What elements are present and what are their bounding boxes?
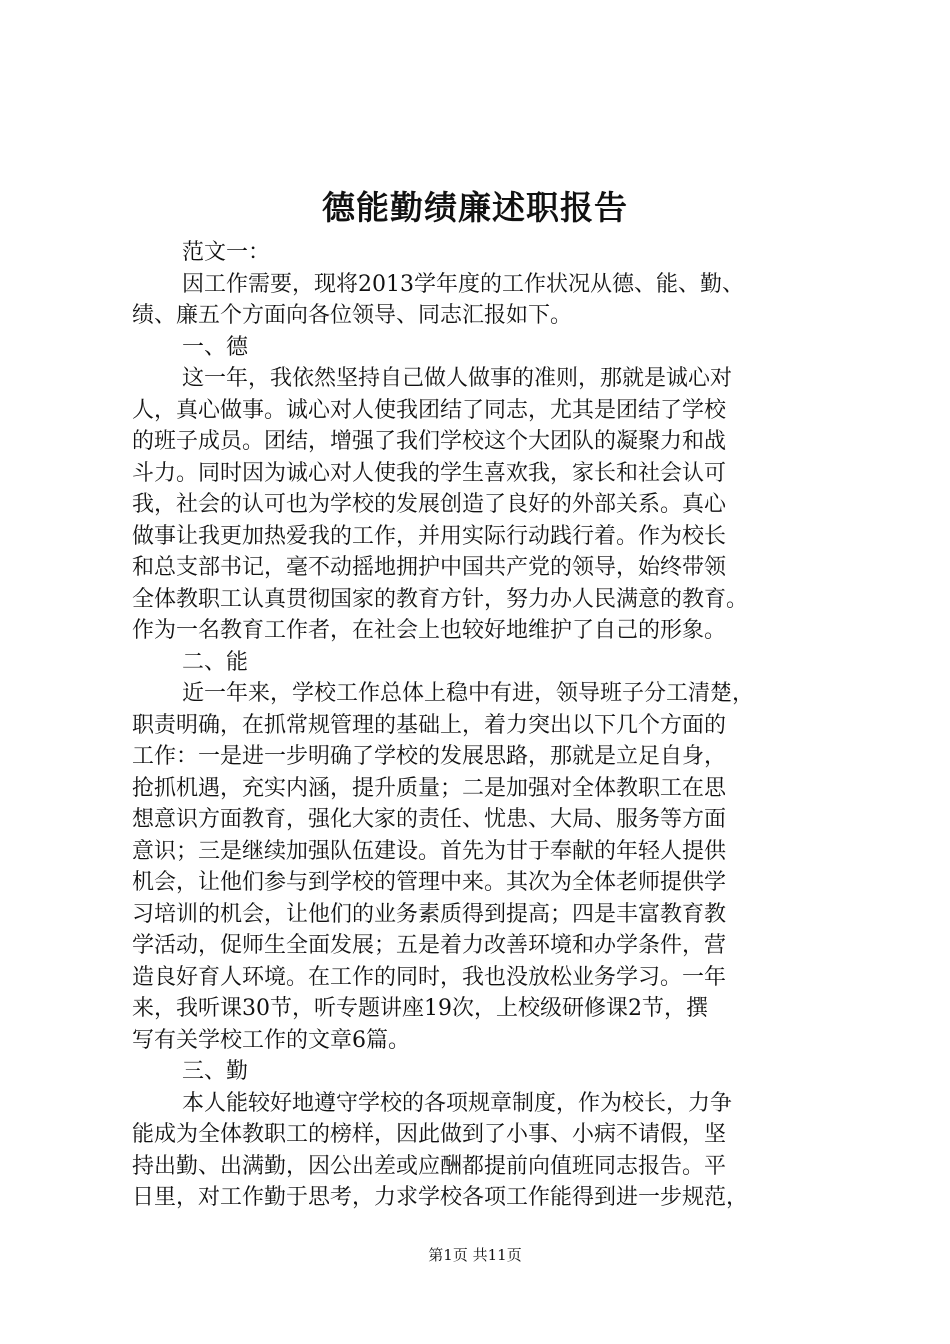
- body-line: 习培训的机会，让他们的业务素质得到提高；四是丰富教育教: [132, 901, 727, 927]
- body-line: 日里，对工作勤于思考，力求学校各项工作能得到进一步规范，: [132, 1185, 749, 1210]
- body-line: 绩、廉五个方面向各位领导、同志汇报如下。: [132, 303, 573, 328]
- body-line: 近一年来，学校工作总体上稳中有进，领导班子分工清楚，: [182, 681, 755, 706]
- body-line: 斗力。同时因为诚心对人使我的学生喜欢我，家长和社会认可: [132, 460, 727, 486]
- body-line: 想意识方面教育，强化大家的责任、忧患、大局、服务等方面: [132, 807, 727, 832]
- body-line: 意识；三是继续加强队伍建设。首先为甘于奉献的年轻人提供: [132, 838, 727, 864]
- body-line: 的班子成员。团结，增强了我们学校这个大团队的凝聚力和战: [132, 429, 727, 454]
- body-line: 写有关学校工作的文章6篇。: [132, 1027, 410, 1053]
- body-line: 我，社会的认可也为学校的发展创造了良好的外部关系。真心: [132, 492, 727, 517]
- body-line: 持出勤、出满勤，因公出差或应酬都提前向值班同志报告。平: [132, 1153, 727, 1179]
- section-heading: 二、能: [182, 649, 249, 675]
- body-line: 造良好育人环境。在工作的同时，我也没放松业务学习。一年: [132, 964, 727, 990]
- document-body: [132, 237, 857, 1214]
- body-line: 范文一：: [182, 240, 271, 265]
- section-heading: 三、勤: [182, 1059, 249, 1084]
- body-line: 和总支部书记，毫不动摇地拥护中国共产党的领导，始终带领: [132, 555, 727, 580]
- body-line: 这一年，我依然坚持自己做人做事的准则，那就是诚心对: [182, 366, 733, 391]
- body-line: 学活动，促师生全面发展；五是着力改善环境和办学条件，营: [132, 933, 727, 958]
- body-line: 职责明确，在抓常规管理的基础上，着力突出以下几个方面的: [132, 712, 727, 738]
- body-line: 因工作需要，现将2013学年度的工作状况从德、能、勤、: [182, 271, 744, 297]
- body-line: 全体教职工认真贯彻国家的教育方针，努力办人民满意的教育。: [132, 586, 749, 612]
- body-line: 能成为全体教职工的榜样，因此做到了小事、小病不请假，坚: [132, 1122, 727, 1147]
- body-line: 人，真心做事。诚心对人使我团结了同志，尤其是团结了学校: [132, 397, 727, 423]
- body-line: 作为一名教育工作者，在社会上也较好地维护了自己的形象。: [132, 618, 727, 643]
- section-heading: 一、德: [182, 334, 249, 360]
- body-line: 做事让我更加热爱我的工作，并用实际行动践行着。作为校长: [132, 523, 727, 549]
- body-line: 来，我听课30节，听专题讲座19次，上校级研修课2节，撰: [132, 996, 708, 1021]
- body-line: 机会，让他们参与到学校的管理中来。其次为全体老师提供学: [132, 870, 727, 895]
- body-line: 抢抓机遇，充实内涵，提升质量；二是加强对全体教职工在思: [132, 775, 727, 801]
- body-line: 本人能较好地遵守学校的各项规章制度，作为校长，力争: [182, 1090, 733, 1116]
- document-title: 德能勤绩廉述职报告: [322, 188, 628, 227]
- page-number: 第1页 共11页: [428, 1246, 522, 1264]
- body-line: 工作：一是进一步明确了学校的发展思路，那就是立足自身，: [132, 744, 727, 769]
